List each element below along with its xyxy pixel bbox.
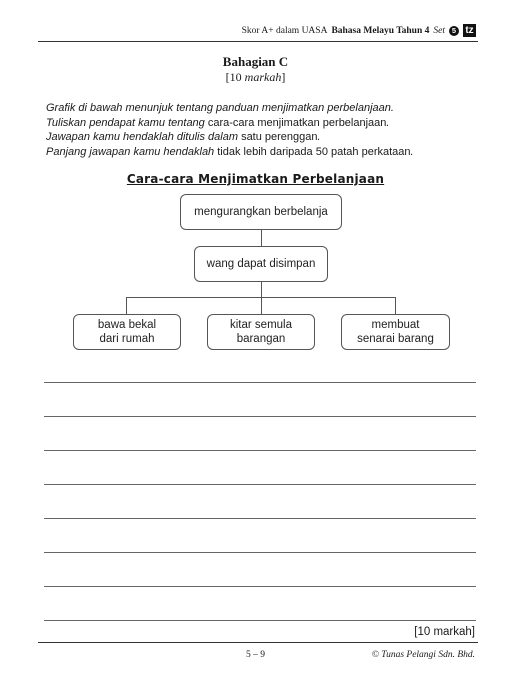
diagram-title: Cara-cara Menjimatkan Perbelanjaan [126, 172, 385, 186]
diagram-box-center-label: kitar semula barangan [230, 319, 292, 345]
marks-word: markah [244, 70, 282, 84]
diagram-box-center [207, 314, 315, 350]
connector-right [395, 297, 396, 314]
set-label: Set [433, 25, 445, 36]
instruction-text: . [317, 131, 321, 144]
instruction-text: Panjang jawapan kamu hendaklah [46, 145, 218, 158]
set-number-badge: 5 [449, 26, 459, 36]
header-divider [38, 41, 478, 42]
connector-left [126, 297, 127, 314]
diagram-box-middle-label: wang dapat disimpan [206, 258, 316, 270]
instruction-text: . [386, 116, 390, 129]
answer-line[interactable] [44, 416, 476, 417]
diagram-box-left [73, 314, 181, 350]
instruction-line-4 [46, 145, 486, 160]
instruction-line-2 [46, 116, 486, 131]
answer-line[interactable] [44, 620, 476, 621]
publisher-credit: © Tunas Pelangi Sdn. Bhd. [371, 650, 475, 660]
instruction-line-3 [46, 130, 486, 145]
section-title: Bahagian C [222, 54, 289, 69]
section-marks [0, 70, 511, 85]
instruction-text: Tuliskan pendapat kamu tentang [46, 116, 208, 129]
connector-center [261, 297, 262, 314]
instruction-text: Jawapan kamu hendaklah ditulis dalam [46, 131, 242, 144]
connector-middle-down [261, 282, 262, 298]
publisher-logo-icon: tz [463, 24, 476, 37]
connector-top-middle [261, 230, 262, 246]
diagram-box-middle [194, 246, 328, 282]
subject-title: Bahasa Melayu Tahun 4 [331, 25, 430, 36]
instruction-text: . [410, 145, 414, 158]
diagram-box-top-label: mengurangkan berbelanja [194, 206, 328, 218]
diagram-box-right [341, 314, 450, 350]
book-title: Skor A+ dalam UASA [241, 25, 328, 36]
diagram-box-right-label: membuat senarai barang [357, 319, 434, 345]
answer-line[interactable] [44, 586, 476, 587]
page-header [242, 24, 476, 37]
instructions [46, 101, 486, 159]
instruction-emphasis: cara-cara menjimatkan perbelanjaan [207, 116, 387, 129]
diagram-box-left-label: bawa bekal dari rumah [97, 319, 157, 345]
instruction-line-1: Grafik di bawah menunjuk tentang panduan menjimatkan perbelanjaan. [46, 102, 394, 114]
page-number: 5 – 9 [246, 650, 265, 660]
footer-marks: [10 markah] [414, 626, 475, 638]
answer-line[interactable] [44, 518, 476, 519]
marks-bracket-open: [ [225, 70, 230, 84]
instruction-emphasis: tidak lebih daripada 50 patah perkataan [217, 145, 411, 158]
answer-line[interactable] [44, 552, 476, 553]
footer-divider [38, 642, 478, 643]
instruction-emphasis: satu perenggan [241, 131, 318, 144]
marks-value: 10 [229, 70, 242, 84]
answer-line[interactable] [44, 450, 476, 451]
answer-line[interactable] [44, 484, 476, 485]
diagram-box-top [180, 194, 342, 230]
answer-line[interactable] [44, 382, 476, 383]
marks-bracket-close: ] [281, 70, 286, 84]
